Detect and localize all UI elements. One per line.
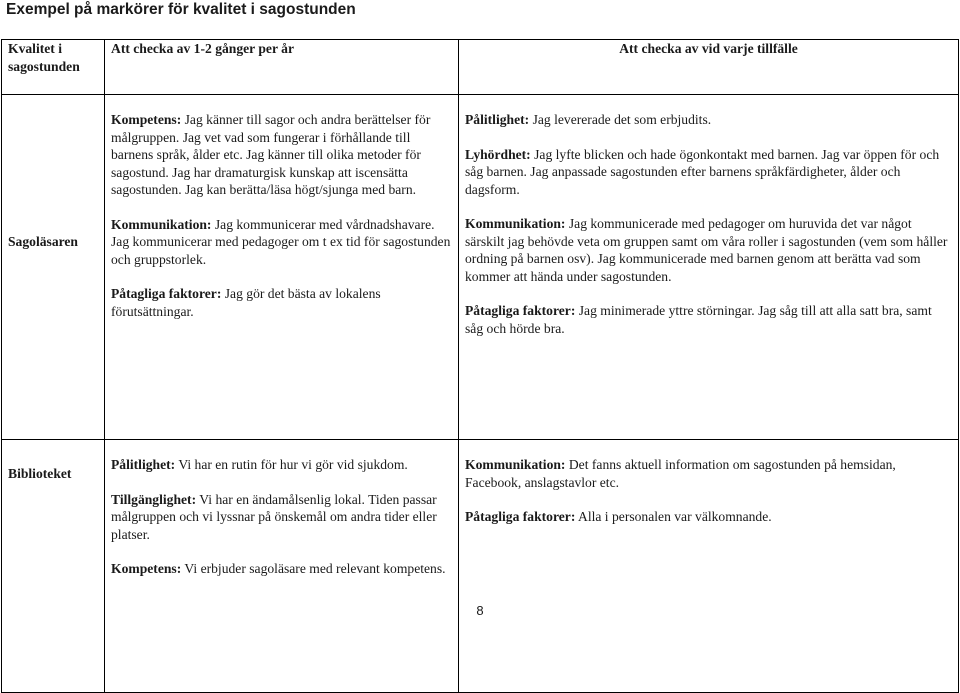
header-quality: Kvalitet i sagostunden [2, 40, 105, 95]
marker-text: Jag gör det bästa av lokalens förutsättningar. [111, 286, 381, 319]
marker-paragraph [465, 302, 952, 337]
table-row [2, 95, 959, 440]
table-header-row [2, 40, 959, 95]
marker-text: Vi har en rutin för hur vi gör vid sjukdom. [175, 457, 408, 472]
marker-key: Kompetens: [111, 112, 182, 127]
marker-text: Jag kommunicerar med vårdnadshavare. Jag kommunicerar med pedagoger om t ex tid för sagostunden och gruppstorlek. [111, 216, 451, 267]
marker-key: Tillgänglighet: [111, 491, 197, 507]
marker-key: Lyhördhet: [465, 146, 531, 162]
marker-paragraph [111, 491, 452, 544]
marker-text: Det fanns aktuell information om sagostunden på hemsidan, Facebook, anslagstavlor etc. [465, 457, 896, 490]
marker-paragraph [111, 456, 452, 474]
page-number: 8 [476, 603, 484, 618]
marker-paragraph [465, 215, 952, 285]
row-label: Sagoläsaren [2, 95, 105, 440]
marker-key: Påtagliga faktorer: [465, 509, 576, 524]
document-title: Exempel på markörer för kvalitet i sagostunden [6, 1, 356, 18]
marker-paragraph [465, 146, 952, 199]
marker-paragraph [111, 285, 452, 320]
marker-text: Jag minimerade yttre störningar. Jag såg till att alla satt bra, samt såg och hörde bra. [465, 303, 932, 336]
marker-paragraph [111, 111, 452, 199]
each-time-cell [459, 440, 959, 693]
header-yearly: Att checka av 1-2 gånger per år [105, 40, 459, 95]
marker-text: Jag lyfte blicken och hade ögonkontakt med barnen. Jag var öppen för och såg barnen. Jag anpassade sagostunden efter barnens språkfärdigheter, ålder och dagsform. [465, 146, 940, 197]
header-each-time: Att checka av vid varje tillfälle [459, 40, 959, 95]
marker-text: Jag kommunicerade med pedagoger om huruvida det var något särskilt jag behövde veta om gruppen samt om våra roller i sagostunden (vem som håller ordning på barnen osv). Jag kommunicerade med barnen genom att berätta vad som kommer att hända under sagostunden. [465, 216, 948, 284]
marker-key: Påtagliga faktorer: [465, 303, 576, 318]
yearly-cell [105, 95, 459, 440]
marker-key: Påtagliga faktorer: [111, 286, 222, 301]
marker-key: Pålitlighet: [465, 112, 530, 127]
marker-key: Pålitlighet: [111, 457, 176, 472]
marker-text: Alla i personalen var välkomnande. [575, 509, 772, 524]
marker-key: Kommunikation: [111, 216, 212, 232]
marker-paragraph [465, 111, 952, 129]
marker-text: Jag levererade det som erbjudits. [529, 112, 712, 127]
marker-key: Kommunikation: [465, 216, 566, 231]
marker-paragraph [465, 456, 952, 491]
quality-markers-table [1, 39, 959, 693]
marker-paragraph [111, 216, 452, 269]
marker-key: Kompetens: [111, 561, 182, 576]
marker-text: Jag känner till sagor och andra berättelser för målgruppen. Jag vet vad som fungerar i förhållande till barnens språk, ålder etc. Jag känner till olika metoder för sagostund. Jag har dramaturgisk kunskap att iscensätta sagostunden. Jag kan berätta/läsa högt/sjunga med barn. [111, 112, 431, 197]
marker-paragraph [465, 508, 952, 526]
row-label: Biblioteket [2, 440, 105, 693]
marker-text: Vi erbjuder sagoläsare med relevant kompetens. [181, 561, 446, 576]
table-row [2, 440, 959, 693]
each-time-cell [459, 95, 959, 440]
marker-paragraph [111, 560, 452, 578]
marker-key: Kommunikation: [465, 457, 566, 472]
yearly-cell [105, 440, 459, 693]
marker-text: Vi har en ändamålsenlig lokal. Tiden passar målgruppen och vi lyssnar på önskemål om andra tider eller platser. [111, 491, 437, 542]
